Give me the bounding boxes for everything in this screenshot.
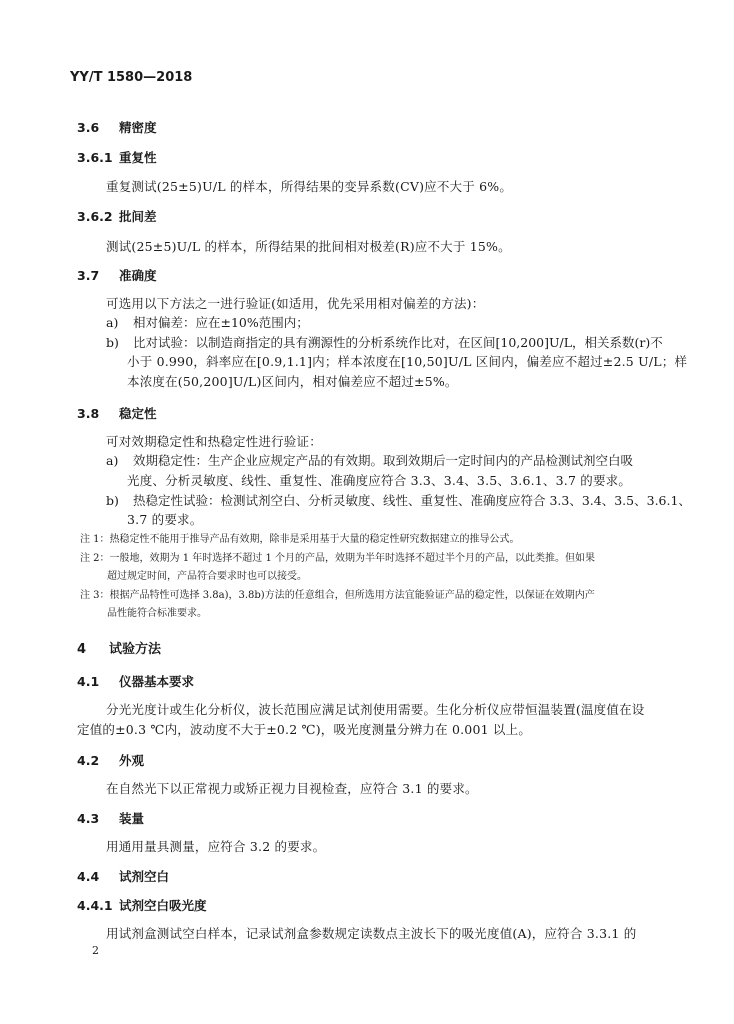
note-2-line2: 超过规定时间，产品符合要求时也可以接受。 <box>107 571 307 582</box>
heading-3-7: 3.7 准确度 <box>77 268 157 283</box>
heading-4: 4 试验方法 <box>77 642 162 657</box>
list-item-3-7-a: a) 相对偏差：应在±10%范围内； <box>106 315 309 330</box>
paragraph-3-6-2: 测试(25±5)U/L 的样本，所得结果的批间相对极差(R)应不大于 15%。 <box>106 239 511 254</box>
standard-header: YY/T 1580—2018 <box>70 70 193 85</box>
paragraph-3-8-intro: 可对效期稳定性和热稳定性进行验证： <box>106 434 322 449</box>
heading-3-6: 3.6 精密度 <box>77 120 157 135</box>
paragraph-3-7-intro: 可选用以下方法之一进行验证(如适用，优先采用相对偏差的方法)： <box>106 296 485 311</box>
note-3: 注 3：根据产品特性可选择 3.8a)，3.8b)方法的任意组合，但所选用方法宜能验证产品的稳定性，以保证在效期内产 <box>80 590 595 601</box>
heading-4-4: 4.4 试剂空白 <box>77 869 170 884</box>
list-item-3-7-b: b) 比对试验：以制造商指定的具有溯源性的分析系统作比对，在区间[10,200]U/L，相关系数(r)不 <box>106 335 663 350</box>
heading-3-6-2: 3.6.2 批间差 <box>77 209 157 224</box>
note-1: 注 1：热稳定性不能用于推导产品有效期，除非是采用基于大量的稳定性研究数据建立的推导公式。 <box>80 534 520 545</box>
heading-4-1: 4.1 仪器基本要求 <box>77 674 195 689</box>
note-3-line2: 品性能符合标准要求。 <box>107 608 207 619</box>
paragraph-4-1-line1: 分光光度计或生化分析仪，波长范围应满足试剂使用需要。生化分析仪应带恒温装置(温度值在设 <box>106 702 645 717</box>
list-item-3-8-a: a) 效期稳定性：生产企业应规定产品的有效期。取到效期后一定时间内的产品检测试剂空白吸 <box>106 453 634 468</box>
page-number: 2 <box>92 944 99 957</box>
paragraph-4-4-1: 用试剂盒测试空白样本，记录试剂盒参数规定读数点主波长下的吸光度值(A)，应符合 3.3.1 的 <box>106 926 637 941</box>
paragraph-4-1-line2: 定值的±0.3 ℃内，波动度不大于±0.2 ℃)，吸光度测量分辨力在 0.001 以上。 <box>77 722 532 737</box>
note-2: 注 2：一般地，效期为 1 年时选择不超过 1 个月的产品，效期为半年时选择不超过半个月的产品，以此类推。但如果 <box>80 553 595 564</box>
list-item-3-7-b-line2: 小于 0.990，斜率应在[0.9,1.1]内；样本浓度在[10,50]U/L 区间内，偏差应不超过±2.5 U/L；样 <box>127 354 688 369</box>
list-item-3-8-b: b) 热稳定性试验：检测试剂空白、分析灵敏度、线性、重复性、准确度应符合 3.3、3.4、3.5、3.6.1、 <box>106 493 691 508</box>
paragraph-3-6-1: 重复测试(25±5)U/L 的样本，所得结果的变异系数(CV)应不大于 6%。 <box>106 179 513 194</box>
heading-3-8: 3.8 稳定性 <box>77 406 157 421</box>
paragraph-4-2: 在自然光下以正常视力或矫正视力目视检查，应符合 3.1 的要求。 <box>106 781 478 796</box>
heading-3-6-1: 3.6.1 重复性 <box>77 150 157 165</box>
paragraph-4-3: 用通用量具测量，应符合 3.2 的要求。 <box>106 839 326 854</box>
list-item-3-8-b-line2: 3.7 的要求。 <box>127 512 203 527</box>
list-item-3-8-a-line2: 光度、分析灵敏度、线性、重复性、准确度应符合 3.3、3.4、3.5、3.6.1、3.7 的要求。 <box>127 473 632 488</box>
heading-4-3: 4.3 装量 <box>77 811 145 826</box>
heading-4-2: 4.2 外观 <box>77 753 145 768</box>
heading-4-4-1: 4.4.1 试剂空白吸光度 <box>77 898 207 913</box>
list-item-3-7-b-line3: 本浓度在(50,200]U/L)区间内，相对偏差应不超过±5%。 <box>127 374 458 389</box>
